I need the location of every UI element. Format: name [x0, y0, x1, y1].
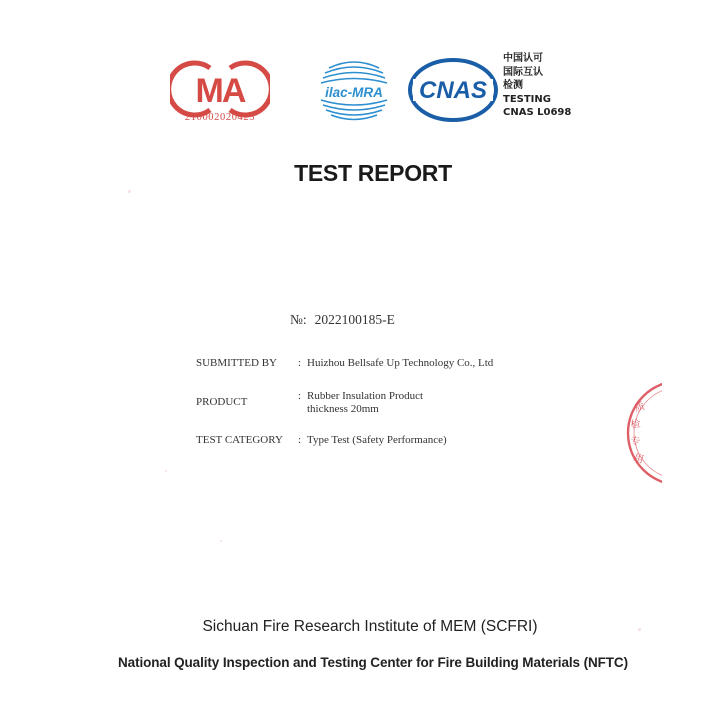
institute-name: Sichuan Fire Research Institute of MEM (SCFRI) — [202, 618, 538, 635]
cnas-caption-line: CNAS L0698 — [503, 107, 572, 118]
testing-center-name: National Quality Inspection and Testing Center for Fire Building Materials (NFTC) — [118, 655, 628, 670]
field-value-product-line1: Rubber Insulation Product — [307, 390, 424, 402]
field-label-product: PRODUCT — [196, 396, 248, 408]
official-seal — [622, 378, 662, 488]
field-label-submitted-by: SUBMITTED BY — [196, 357, 277, 369]
cnas-caption-line: 检测 — [503, 80, 523, 91]
svg-text:专: 专 — [629, 436, 641, 449]
report-number — [290, 312, 395, 328]
svg-text:CNAS: CNAS — [418, 77, 488, 104]
page-title: TEST REPORT — [294, 160, 452, 186]
cnas-caption-line: 中国认可 — [503, 53, 543, 64]
ilac-mra-logo — [313, 50, 395, 128]
report-number-value: 2022100185-E — [314, 312, 395, 327]
cnas-caption — [503, 52, 583, 120]
svg-text:MA: MA — [195, 72, 245, 110]
cnas-caption-line: TESTING — [503, 93, 551, 105]
field-separator: : — [298, 390, 302, 402]
cnas-logo — [407, 57, 499, 123]
field-separator: : — [298, 357, 302, 369]
paper-speck — [165, 470, 167, 472]
cnas-caption-line: 国际互认 — [503, 66, 543, 78]
field-separator: : — [298, 434, 302, 446]
svg-text:ilac-MRA: ilac-MRA — [325, 85, 383, 100]
svg-text:用: 用 — [632, 452, 645, 466]
field-value-product-line2: thickness 20mm — [307, 403, 379, 415]
report-number-label: №: — [290, 312, 307, 327]
field-value-test-category: Type Test (Safety Performance) — [307, 434, 447, 446]
svg-text:检: 检 — [629, 418, 642, 431]
svg-text:质: 质 — [633, 401, 647, 415]
field-label-test-category: TEST CATEGORY — [196, 434, 283, 446]
paper-speck — [220, 540, 222, 542]
field-value-submitted-by: Huizhou Bellsafe Up Technology Co., Ltd — [307, 357, 494, 369]
paper-speck — [128, 190, 131, 193]
cma-number: 210002020425 — [184, 112, 256, 123]
